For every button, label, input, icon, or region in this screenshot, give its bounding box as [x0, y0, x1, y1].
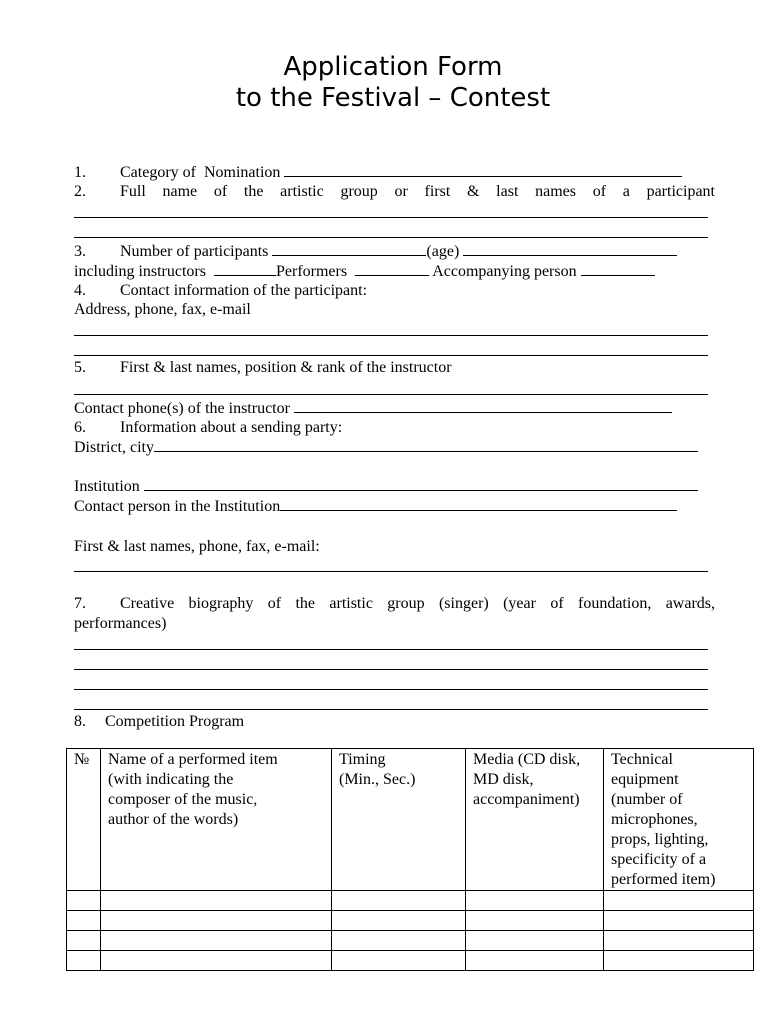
- cell-item-name[interactable]: [101, 931, 332, 951]
- cell-technical[interactable]: [604, 911, 754, 931]
- cell-timing[interactable]: [332, 891, 466, 911]
- item-number: 5.: [74, 359, 86, 376]
- header-media: Media (CD disk, MD disk, accompaniment): [466, 749, 604, 891]
- biography-line-3[interactable]: [74, 689, 708, 690]
- district-field[interactable]: [154, 437, 698, 452]
- institution-label: Institution: [74, 478, 140, 495]
- item-label: Creative biography of the artistic group (singer) (year of foundation, awards,: [120, 595, 715, 612]
- cell-number[interactable]: [67, 931, 101, 951]
- age-field[interactable]: [463, 241, 677, 256]
- item-number: 2.: [74, 183, 86, 200]
- address-label: Address, phone, fax, e-mail: [74, 301, 251, 318]
- form-subtitle: to the Festival – Contest: [235, 83, 551, 113]
- cell-media[interactable]: [466, 891, 604, 911]
- cell-number[interactable]: [67, 951, 101, 971]
- instructor-phone-label: Contact phone(s) of the instructor: [74, 400, 290, 417]
- instructor-phone: [74, 398, 672, 419]
- age-label: (age): [426, 243, 460, 260]
- item-label: Contact information of the participant:: [120, 282, 368, 299]
- item-3-breakdown: [74, 261, 655, 282]
- table-row: [67, 951, 754, 971]
- table-row: [67, 931, 754, 951]
- item-3-participants: [74, 241, 677, 262]
- table-row: [67, 911, 754, 931]
- participants-count-field[interactable]: [272, 241, 426, 256]
- cell-item-name[interactable]: [101, 911, 332, 931]
- cell-timing[interactable]: [332, 951, 466, 971]
- accompanying-field[interactable]: [581, 261, 655, 276]
- institution-row: [74, 476, 698, 497]
- item-number: 1.: [74, 164, 86, 181]
- biography-line-2[interactable]: [74, 669, 708, 670]
- cell-item-name[interactable]: [101, 951, 332, 971]
- instructor-phone-field[interactable]: [294, 398, 672, 413]
- item-label: Information about a sending party:: [120, 419, 343, 436]
- district-label: District, city: [74, 439, 154, 456]
- cell-technical[interactable]: [604, 951, 754, 971]
- header-timing: Timing (Min., Sec.): [332, 749, 466, 891]
- header-technical-equipment: Technical equipment (number of microphones, props, lighting, specificity of a performed item): [604, 749, 754, 891]
- item-4-contact-info: [74, 281, 367, 301]
- competition-program-table: [66, 748, 754, 971]
- biography-line-1[interactable]: [74, 649, 708, 650]
- cell-media[interactable]: [466, 931, 604, 951]
- cell-timing[interactable]: [332, 911, 466, 931]
- instructors-label: including instructors: [74, 263, 206, 280]
- district-row: [74, 437, 698, 458]
- cell-item-name[interactable]: [101, 891, 332, 911]
- item-6-sending-party: [74, 418, 342, 438]
- item-number: 7.: [74, 595, 86, 612]
- item-number: 6.: [74, 419, 86, 436]
- cell-media[interactable]: [466, 951, 604, 971]
- table-header-row: [67, 749, 754, 891]
- item-number: 8.: [74, 713, 86, 730]
- form-title: Application Form: [283, 52, 503, 82]
- item-label: Number of participants: [120, 243, 269, 260]
- item-5-instructor: [74, 358, 452, 378]
- biography-label-cont: performances): [74, 615, 167, 632]
- cell-number[interactable]: [67, 911, 101, 931]
- accompanying-label: Accompanying person: [432, 263, 577, 280]
- address-line-1[interactable]: [74, 335, 708, 336]
- cell-number[interactable]: [67, 891, 101, 911]
- item-number: 3.: [74, 243, 86, 260]
- instructors-field[interactable]: [214, 261, 276, 276]
- category-field[interactable]: [284, 162, 682, 177]
- table-row: [67, 891, 754, 911]
- item-label: Full name of the artistic group or first & last names of a participant: [120, 183, 715, 200]
- cell-media[interactable]: [466, 911, 604, 931]
- item-7-biography: [74, 594, 715, 614]
- full-name-line-1[interactable]: [74, 217, 708, 218]
- item-1-category: [74, 162, 682, 183]
- names-phone-line[interactable]: [74, 571, 708, 572]
- cell-technical[interactable]: [604, 891, 754, 911]
- item-label: Competition Program: [105, 713, 245, 730]
- full-name-line-2[interactable]: [74, 237, 708, 238]
- item-number: 4.: [74, 282, 86, 299]
- header-number: №: [67, 749, 101, 891]
- performers-field[interactable]: [355, 261, 429, 276]
- institution-field[interactable]: [144, 476, 698, 491]
- contact-person-row: [74, 496, 677, 517]
- biography-line-4[interactable]: [74, 709, 708, 710]
- cell-technical[interactable]: [604, 931, 754, 951]
- address-line-2[interactable]: [74, 355, 708, 356]
- cell-timing[interactable]: [332, 931, 466, 951]
- item-2-full-name: [74, 182, 715, 202]
- performers-label: Performers: [275, 263, 348, 280]
- instructor-line[interactable]: [74, 394, 708, 395]
- names-phone-label: First & last names, phone, fax, e-mail:: [74, 538, 320, 555]
- item-label: First & last names, position & rank of the instructor: [120, 359, 452, 376]
- contact-person-label: Contact person in the Institution: [74, 498, 281, 515]
- contact-person-field[interactable]: [280, 496, 677, 511]
- header-item-name: Name of a performed item (with indicating the composer of the music, author of the words): [101, 749, 332, 891]
- item-label: Category of Nomination: [120, 164, 281, 181]
- item-8-program: [74, 712, 244, 732]
